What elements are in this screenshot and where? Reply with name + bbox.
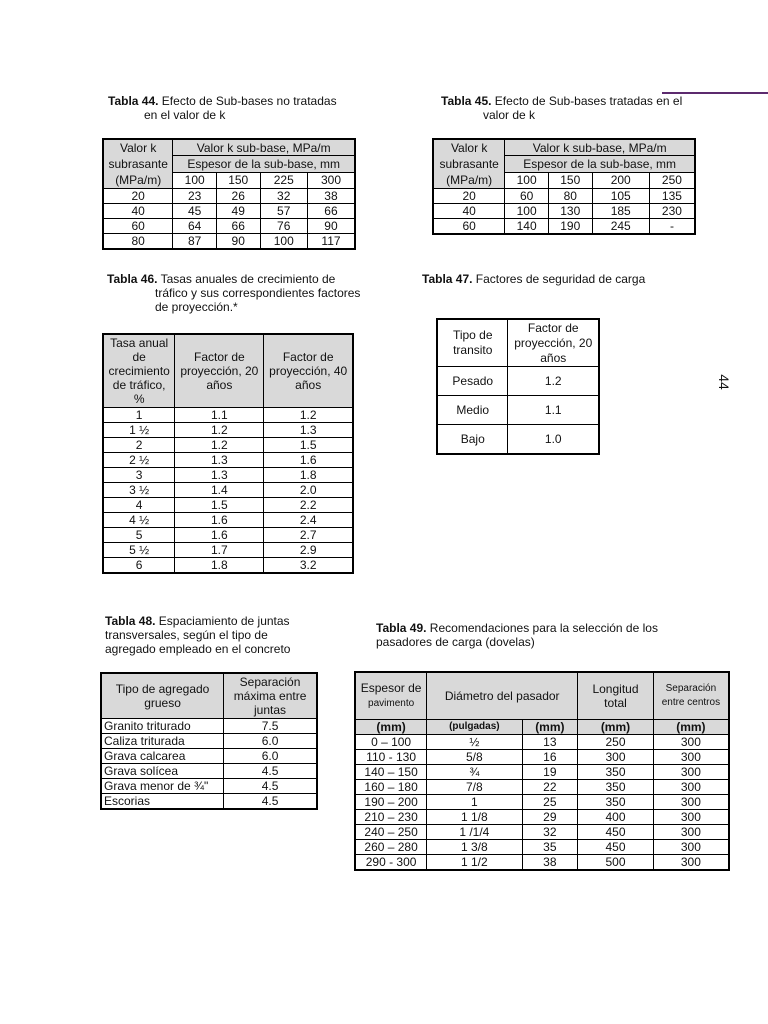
t44-caption-l2: en el valor de k [144, 108, 226, 122]
cell: 80 [103, 234, 173, 250]
cell: Bajo [437, 425, 508, 455]
table-row [355, 750, 729, 765]
table-row [433, 219, 695, 235]
table-row [103, 204, 355, 219]
t46-label: Tabla 46. [107, 272, 158, 286]
table-row [433, 189, 695, 204]
cell: 3 [103, 468, 175, 483]
t45-h-sub: Valor k sub-base, MPa/m [505, 139, 695, 156]
cell: 350 [578, 780, 654, 795]
t45-col: 200 [592, 172, 649, 188]
cell: 1.2 [175, 423, 264, 438]
cell: 13 [522, 735, 578, 750]
cell: 500 [578, 855, 654, 871]
cell: 1 1/8 [427, 810, 522, 825]
cell: 2.9 [264, 543, 353, 558]
cell: 185 [592, 204, 649, 219]
t47-table [436, 318, 600, 455]
cell: 1 [103, 408, 175, 423]
cell: 6.0 [224, 734, 317, 749]
cell: 130 [548, 204, 592, 219]
t48-caption-l2: transversales, según el tipo de [105, 628, 268, 642]
cell: 1.8 [175, 558, 264, 574]
cell: 290 - 300 [355, 855, 427, 871]
cell: 300 [653, 855, 729, 871]
cell: 1 3/8 [427, 840, 522, 855]
cell: 250 [578, 735, 654, 750]
table-row [103, 558, 353, 574]
cell: Medio [437, 396, 508, 425]
cell: 1.6 [175, 528, 264, 543]
t44-table-wrap [102, 138, 356, 250]
cell: 20 [433, 189, 505, 204]
cell: 7.5 [224, 719, 317, 734]
cell: 80 [548, 189, 592, 204]
t49-caption [376, 621, 696, 649]
t47-caption-l1: Factores de seguridad de carga [472, 272, 646, 286]
t46-h1: Tasa anual de crecimiento de tráfico, % [103, 334, 175, 408]
cell: 300 [653, 780, 729, 795]
table-row [355, 840, 729, 855]
cell: 135 [649, 189, 695, 204]
cell: 240 – 250 [355, 825, 427, 840]
cell: - [649, 219, 695, 235]
cell: 400 [578, 810, 654, 825]
t49-h-diam: Diámetro del pasador [427, 672, 578, 720]
cell: 160 – 180 [355, 780, 427, 795]
cell: 105 [592, 189, 649, 204]
t47-table-wrap [436, 318, 600, 455]
table-row [355, 810, 729, 825]
t45-h-valork: Valor k subrasante (MPa/m) [433, 139, 505, 189]
cell: 22 [522, 780, 578, 795]
cell: 2 ½ [103, 453, 175, 468]
cell: 1.3 [264, 423, 353, 438]
t46-table-wrap [102, 333, 354, 574]
cell: Escorias [101, 794, 224, 810]
t49-u-pulg: (pulgadas) [427, 720, 522, 735]
cell: 117 [307, 234, 355, 250]
cell: 450 [578, 840, 654, 855]
t49-h-long: Longitud total [578, 672, 654, 720]
t44-col: 225 [260, 172, 307, 188]
table-row [101, 794, 317, 810]
cell: 100 [505, 204, 549, 219]
cell: 1 [427, 795, 522, 810]
t49-table-wrap [354, 671, 730, 871]
table-row [437, 396, 599, 425]
cell: 1 /1/4 [427, 825, 522, 840]
t48-caption-l3: agregado empleado en el concreto [105, 642, 291, 656]
cell: 3.2 [264, 558, 353, 574]
cell: 19 [522, 765, 578, 780]
table-row [103, 513, 353, 528]
cell: 38 [307, 189, 355, 204]
cell: 300 [653, 840, 729, 855]
cell: Pesado [437, 367, 508, 396]
cell: 245 [592, 219, 649, 235]
cell: 300 [653, 735, 729, 750]
t49-h-espesor [355, 672, 427, 720]
cell: 1.2 [175, 438, 264, 453]
table-row [103, 408, 353, 423]
cell: 20 [103, 189, 173, 204]
cell: 300 [653, 765, 729, 780]
cell: 4.5 [224, 779, 317, 794]
cell: ½ [427, 735, 522, 750]
t49-h-sep: Separación entre centros [653, 672, 729, 720]
cell: Grava solícea [101, 764, 224, 779]
cell: 4.5 [224, 764, 317, 779]
cell: 1.1 [175, 408, 264, 423]
table-row [355, 765, 729, 780]
t49-h-esp-1: Espesor de [360, 681, 422, 695]
table-row [433, 204, 695, 219]
cell: 140 – 150 [355, 765, 427, 780]
cell: 2.0 [264, 483, 353, 498]
t44-caption [108, 94, 368, 122]
t44-col: 100 [173, 172, 217, 188]
cell: 100 [260, 234, 307, 250]
cell: 4 [103, 498, 175, 513]
t46-caption-l3: de proyección.* [155, 300, 238, 314]
cell: 25 [522, 795, 578, 810]
cell: ¾ [427, 765, 522, 780]
cell: 3 ½ [103, 483, 175, 498]
t49-caption-l2: pasadores de carga (dovelas) [376, 635, 535, 649]
table-row [101, 719, 317, 734]
t44-col: 150 [216, 172, 260, 188]
cell: 260 – 280 [355, 840, 427, 855]
cell: 1.8 [264, 468, 353, 483]
cell: 300 [653, 750, 729, 765]
cell: Grava menor de ¾" [101, 779, 224, 794]
t45-label: Tabla 45. [441, 94, 492, 108]
cell: 1.4 [175, 483, 264, 498]
t46-caption-l2: tráfico y sus correspondientes factores [155, 286, 361, 300]
cell: Grava calcarea [101, 749, 224, 764]
t49-label: Tabla 49. [376, 621, 427, 635]
cell: 32 [260, 189, 307, 204]
cell: 5 ½ [103, 543, 175, 558]
t45-caption-l2: valor de k [483, 108, 536, 122]
t49-caption-l1: Recomendaciones para la selección de los [426, 621, 658, 635]
table-row [103, 543, 353, 558]
cell: 6 [103, 558, 175, 574]
cell: 90 [307, 219, 355, 234]
table-row [103, 483, 353, 498]
cell: 1.2 [508, 367, 599, 396]
page-number: 44 [715, 374, 732, 390]
table-row [103, 219, 355, 234]
t48-h2: Separación máxima entre juntas [224, 673, 317, 719]
cell: 230 [649, 204, 695, 219]
table-row [355, 780, 729, 795]
t45-col: 150 [548, 172, 592, 188]
table-row [101, 749, 317, 764]
t45-col: 250 [649, 172, 695, 188]
cell: 5 [103, 528, 175, 543]
t44-h-esp: Espesor de la sub-base, mm [173, 156, 355, 172]
t45-h-esp: Espesor de la sub-base, mm [505, 156, 695, 172]
cell: 300 [653, 795, 729, 810]
cell: 6.0 [224, 749, 317, 764]
cell: 5/8 [427, 750, 522, 765]
t44-h-valork: Valor k subrasante (MPa/m) [103, 139, 173, 189]
cell: 1.2 [264, 408, 353, 423]
t44-h-sub: Valor k sub-base, MPa/m [173, 139, 355, 156]
cell: 57 [260, 204, 307, 219]
t47-h1: Tipo de transito [437, 319, 508, 367]
cell: 16 [522, 750, 578, 765]
cell: 1.3 [175, 468, 264, 483]
t44-col: 300 [307, 172, 355, 188]
table-row [437, 367, 599, 396]
table-row [101, 764, 317, 779]
cell: 1.0 [508, 425, 599, 455]
table-row [103, 189, 355, 204]
cell: 1.5 [264, 438, 353, 453]
cell: 35 [522, 840, 578, 855]
cell: 60 [103, 219, 173, 234]
t48-caption [105, 614, 325, 656]
table-row [103, 468, 353, 483]
table-row [103, 453, 353, 468]
t44-label: Tabla 44. [108, 94, 159, 108]
cell: 49 [216, 204, 260, 219]
cell: 38 [522, 855, 578, 871]
cell: 1 ½ [103, 423, 175, 438]
t45-caption-l1: Efecto de Sub-bases tratadas en el [491, 94, 683, 108]
cell: 450 [578, 825, 654, 840]
cell: 90 [216, 234, 260, 250]
cell: 1.1 [508, 396, 599, 425]
t44-table [102, 138, 356, 250]
t46-table [102, 333, 354, 574]
cell: 2.2 [264, 498, 353, 513]
table-row [103, 528, 353, 543]
cell: 1 1/2 [427, 855, 522, 871]
t45-caption [441, 94, 701, 122]
cell: 300 [653, 810, 729, 825]
table-row [355, 825, 729, 840]
table-row [103, 234, 355, 250]
t46-caption [107, 272, 397, 314]
t46-caption-l1: Tasas anuales de crecimiento de [157, 272, 336, 286]
t48-caption-l1: Espaciamiento de juntas [155, 614, 290, 628]
table-row [101, 779, 317, 794]
t49-table [354, 671, 730, 871]
cell: 60 [505, 189, 549, 204]
cell: 29 [522, 810, 578, 825]
t49-u-mm3: (mm) [578, 720, 654, 735]
cell: 300 [578, 750, 654, 765]
cell: 87 [173, 234, 217, 250]
table-row [355, 855, 729, 871]
cell: 0 – 100 [355, 735, 427, 750]
cell: 350 [578, 765, 654, 780]
cell: 350 [578, 795, 654, 810]
cell: 7/8 [427, 780, 522, 795]
cell: 76 [260, 219, 307, 234]
cell: 2.4 [264, 513, 353, 528]
t48-label: Tabla 48. [105, 614, 156, 628]
cell: 4 ½ [103, 513, 175, 528]
t47-caption [422, 272, 682, 286]
cell: Granito triturado [101, 719, 224, 734]
cell: 1.7 [175, 543, 264, 558]
table-row [101, 734, 317, 749]
cell: 210 – 230 [355, 810, 427, 825]
table-row [355, 735, 729, 750]
cell: 23 [173, 189, 217, 204]
t46-h2: Factor de proyección, 20 años [175, 334, 264, 408]
cell: 60 [433, 219, 505, 235]
cell: 40 [103, 204, 173, 219]
t47-label: Tabla 47. [422, 272, 473, 286]
table-row [103, 498, 353, 513]
t45-table-wrap [432, 138, 696, 235]
table-row [103, 423, 353, 438]
cell: 45 [173, 204, 217, 219]
cell: 66 [307, 204, 355, 219]
cell: 1.5 [175, 498, 264, 513]
cell: 190 [548, 219, 592, 235]
cell: 190 – 200 [355, 795, 427, 810]
t49-u-mm4: (mm) [653, 720, 729, 735]
t47-h2: Factor de proyección, 20 años [508, 319, 599, 367]
cell: 64 [173, 219, 217, 234]
cell: 300 [653, 825, 729, 840]
t45-col: 100 [505, 172, 549, 188]
t48-h1: Tipo de agregado grueso [101, 673, 224, 719]
cell: 2.7 [264, 528, 353, 543]
t49-u-mm1: (mm) [355, 720, 427, 735]
cell: 140 [505, 219, 549, 235]
cell: 26 [216, 189, 260, 204]
t48-table-wrap [100, 672, 318, 810]
table-row [103, 438, 353, 453]
cell: 1.3 [175, 453, 264, 468]
table-row [355, 795, 729, 810]
t45-table [432, 138, 696, 235]
cell: 4.5 [224, 794, 317, 810]
cell: 2 [103, 438, 175, 453]
cell: 40 [433, 204, 505, 219]
table-row [437, 425, 599, 455]
cell: 32 [522, 825, 578, 840]
t44-caption-l1: Efecto de Sub-bases no tratadas [158, 94, 337, 108]
t48-table [100, 672, 318, 810]
cell: Caliza triturada [101, 734, 224, 749]
cell: 1.6 [264, 453, 353, 468]
cell: 66 [216, 219, 260, 234]
t46-h3: Factor de proyección, 40 años [264, 334, 353, 408]
cell: 110 - 130 [355, 750, 427, 765]
t49-u-mm2: (mm) [522, 720, 578, 735]
cell: 1.6 [175, 513, 264, 528]
t49-h-esp-2: pavimento [368, 698, 415, 709]
